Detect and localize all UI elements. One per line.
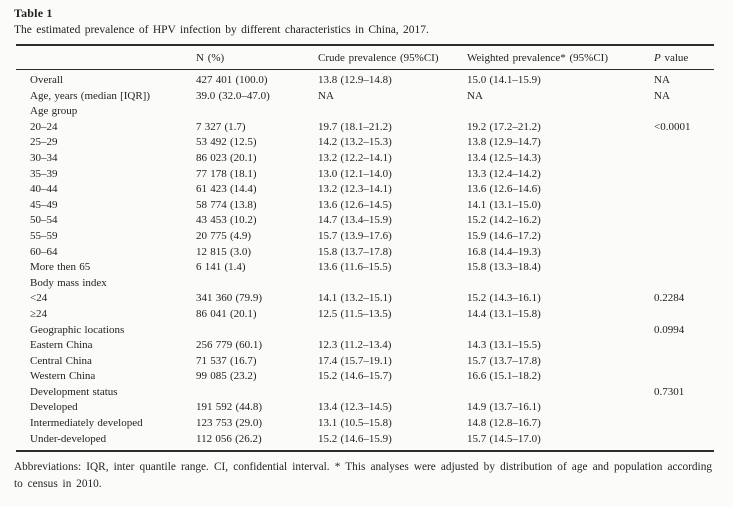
characteristic-cell: Developed bbox=[30, 401, 78, 414]
p-value-cell bbox=[654, 369, 714, 385]
p-value-cell bbox=[654, 354, 714, 370]
table-row bbox=[16, 260, 714, 276]
characteristic-cell: Under-developed bbox=[30, 432, 107, 445]
p-value-cell: 0.0994 bbox=[654, 323, 685, 336]
crude-prevalence-cell: 14.1 (13.2–15.1) bbox=[318, 292, 392, 305]
p-value-cell: 0.2284 bbox=[654, 292, 685, 305]
characteristic-cell: Body mass index bbox=[30, 276, 107, 289]
table-row bbox=[16, 167, 714, 183]
n-percent-cell: 256 779 (60.1) bbox=[196, 339, 263, 352]
table-row bbox=[16, 385, 714, 401]
p-value-cell: NA bbox=[654, 89, 670, 102]
weighted-prevalence-cell: 16.8 (14.4–19.3) bbox=[467, 245, 541, 258]
n-percent-cell: 99 085 (23.2) bbox=[196, 370, 257, 383]
p-value-cell bbox=[654, 307, 714, 323]
weighted-prevalence-cell: 14.9 (13.7–16.1) bbox=[467, 401, 541, 414]
characteristic-cell: 25–29 bbox=[30, 136, 58, 149]
crude-prevalence-cell: 13.2 (12.2–14.1) bbox=[318, 151, 392, 164]
p-value-cell bbox=[654, 245, 714, 261]
p-value-cell bbox=[654, 400, 714, 416]
n-percent-cell: 6 141 (1.4) bbox=[196, 261, 246, 274]
table-footnote: Abbreviations: IQR, inter quantile range. CI, confidential interval. * This analyses were adjusted by distribution of age and population according to census in 2010. bbox=[14, 461, 712, 490]
p-value-cell: NA bbox=[654, 74, 670, 86]
table-row bbox=[16, 432, 714, 452]
weighted-prevalence-cell: 13.3 (12.4–14.2) bbox=[467, 167, 541, 180]
p-value-cell bbox=[654, 182, 714, 198]
table-row bbox=[16, 291, 714, 307]
p-value-cell: <0.0001 bbox=[654, 120, 691, 133]
n-percent-cell bbox=[196, 276, 318, 292]
table-row bbox=[16, 135, 714, 151]
table-row bbox=[16, 89, 714, 105]
p-value-cell: 0.7301 bbox=[654, 385, 685, 398]
crude-prevalence-cell bbox=[318, 276, 467, 292]
characteristic-cell: Age, years (median [IQR]) bbox=[30, 89, 151, 102]
characteristic-cell: Development status bbox=[30, 385, 118, 398]
crude-prevalence-cell: 17.4 (15.7–19.1) bbox=[318, 354, 392, 367]
n-percent-cell: 112 056 (26.2) bbox=[196, 432, 262, 445]
weighted-prevalence-cell: 15.7 (13.7–17.8) bbox=[467, 354, 541, 367]
characteristic-cell: 30–34 bbox=[30, 151, 58, 164]
p-value-cell bbox=[654, 135, 714, 151]
table-row bbox=[16, 151, 714, 167]
n-percent-cell bbox=[196, 385, 318, 401]
crude-prevalence-cell bbox=[318, 104, 467, 120]
table-row bbox=[16, 120, 714, 136]
characteristic-cell: Geographic locations bbox=[30, 323, 125, 336]
p-value-cell bbox=[654, 338, 714, 354]
col-header-crude-prevalence: Crude prevalence (95%CI) bbox=[318, 45, 467, 70]
crude-prevalence-cell bbox=[318, 323, 467, 339]
table-row bbox=[16, 229, 714, 245]
col-header-p-value: P value bbox=[654, 45, 714, 70]
n-percent-cell: 123 753 (29.0) bbox=[196, 417, 263, 430]
crude-prevalence-cell: 15.7 (13.9–17.6) bbox=[318, 229, 392, 242]
n-percent-cell: 58 774 (13.8) bbox=[196, 198, 257, 211]
characteristic-cell: Intermediately developed bbox=[30, 417, 143, 430]
crude-prevalence-cell: 19.7 (18.1–21.2) bbox=[318, 120, 392, 133]
p-value-cell bbox=[654, 260, 714, 276]
prevalence-table bbox=[16, 44, 714, 452]
characteristic-cell: 60–64 bbox=[30, 245, 58, 258]
weighted-prevalence-cell: 13.6 (12.6–14.6) bbox=[467, 183, 541, 196]
crude-prevalence-cell: 12.5 (11.5–13.5) bbox=[318, 307, 392, 320]
table-body bbox=[16, 70, 714, 452]
weighted-prevalence-cell bbox=[467, 385, 654, 401]
p-value-cell bbox=[654, 229, 714, 245]
n-percent-cell: 77 178 (18.1) bbox=[196, 167, 257, 180]
n-percent-cell: 341 360 (79.9) bbox=[196, 292, 263, 305]
characteristic-cell: 45–49 bbox=[30, 198, 58, 211]
table-row bbox=[16, 198, 714, 214]
col-header-weighted-prevalence: Weighted prevalence* (95%CI) bbox=[467, 45, 654, 70]
characteristic-cell: ≥24 bbox=[30, 307, 48, 320]
weighted-prevalence-cell: 19.2 (17.2–21.2) bbox=[467, 120, 541, 133]
n-percent-cell bbox=[196, 104, 318, 120]
weighted-prevalence-cell: 14.8 (12.8–16.7) bbox=[467, 417, 541, 430]
crude-prevalence-cell: 14.2 (13.2–15.3) bbox=[318, 136, 392, 149]
p-value-cell bbox=[654, 432, 714, 452]
weighted-prevalence-cell: 14.3 (13.1–15.5) bbox=[467, 339, 541, 352]
characteristic-cell: 20–24 bbox=[30, 120, 58, 133]
p-value-cell bbox=[654, 213, 714, 229]
n-percent-cell: 43 453 (10.2) bbox=[196, 214, 257, 227]
crude-prevalence-cell: 12.3 (11.2–13.4) bbox=[318, 339, 392, 352]
n-percent-cell: 86 041 (20.1) bbox=[196, 307, 257, 320]
characteristic-cell: 55–59 bbox=[30, 229, 58, 242]
table-row bbox=[16, 245, 714, 261]
crude-prevalence-cell bbox=[318, 385, 467, 401]
p-value-cell bbox=[654, 276, 714, 292]
n-percent-cell: 86 023 (20.1) bbox=[196, 151, 257, 164]
crude-prevalence-cell: 13.8 (12.9–14.8) bbox=[318, 74, 392, 86]
weighted-prevalence-cell: NA bbox=[467, 89, 483, 102]
crude-prevalence-cell: 13.2 (12.3–14.1) bbox=[318, 183, 392, 196]
n-percent-cell: 61 423 (14.4) bbox=[196, 183, 257, 196]
table-row bbox=[16, 182, 714, 198]
weighted-prevalence-cell bbox=[467, 276, 654, 292]
p-value-cell bbox=[654, 104, 714, 120]
characteristic-cell: <24 bbox=[30, 292, 48, 305]
n-percent-cell: 71 537 (16.7) bbox=[196, 354, 257, 367]
characteristic-cell: 35–39 bbox=[30, 167, 58, 180]
n-percent-cell: 39.0 (32.0–47.0) bbox=[196, 89, 270, 102]
p-value-cell bbox=[654, 416, 714, 432]
table-row bbox=[16, 213, 714, 229]
crude-prevalence-cell: NA bbox=[318, 89, 334, 102]
col-header-characteristic bbox=[16, 45, 196, 70]
weighted-prevalence-cell bbox=[467, 323, 654, 339]
weighted-prevalence-cell: 15.7 (14.5–17.0) bbox=[467, 432, 541, 445]
p-value-cell bbox=[654, 151, 714, 167]
crude-prevalence-cell: 15.2 (14.6–15.9) bbox=[318, 432, 392, 445]
weighted-prevalence-cell: 13.4 (12.5–14.3) bbox=[467, 151, 541, 164]
table-row bbox=[16, 354, 714, 370]
characteristic-cell: Eastern China bbox=[30, 339, 93, 352]
weighted-prevalence-cell: 14.4 (13.1–15.8) bbox=[467, 307, 541, 320]
crude-prevalence-cell: 13.6 (12.6–14.5) bbox=[318, 198, 392, 211]
p-value-cell bbox=[654, 198, 714, 214]
crude-prevalence-cell: 13.4 (12.3–14.5) bbox=[318, 401, 392, 414]
characteristic-cell: 50–54 bbox=[30, 214, 58, 227]
table-row bbox=[16, 400, 714, 416]
characteristic-cell: Overall bbox=[30, 74, 63, 86]
table-caption: The estimated prevalence of HPV infection by different characteristics in China, 2017. bbox=[14, 24, 429, 36]
n-percent-cell: 7 327 (1.7) bbox=[196, 120, 246, 133]
n-percent-cell: 20 775 (4.9) bbox=[196, 229, 252, 242]
weighted-prevalence-cell: 13.8 (12.9–14.7) bbox=[467, 136, 541, 149]
characteristic-cell: Central China bbox=[30, 354, 92, 367]
crude-prevalence-cell: 15.8 (13.7–17.8) bbox=[318, 245, 392, 258]
crude-prevalence-cell: 13.0 (12.1–14.0) bbox=[318, 167, 392, 180]
n-percent-cell: 53 492 (12.5) bbox=[196, 136, 257, 149]
table-row bbox=[16, 369, 714, 385]
table-row bbox=[16, 70, 714, 89]
weighted-prevalence-cell: 15.2 (14.3–16.1) bbox=[467, 292, 541, 305]
weighted-prevalence-cell: 15.2 (14.2–16.2) bbox=[467, 214, 541, 227]
header-row bbox=[16, 45, 714, 70]
table-row bbox=[16, 338, 714, 354]
n-percent-cell: 427 401 (100.0) bbox=[196, 74, 268, 86]
p-value-cell bbox=[654, 167, 714, 183]
weighted-prevalence-cell: 15.8 (13.3–18.4) bbox=[467, 261, 541, 274]
weighted-prevalence-cell: 15.9 (14.6–17.2) bbox=[467, 229, 541, 242]
weighted-prevalence-cell: 15.0 (14.1–15.9) bbox=[467, 74, 541, 86]
crude-prevalence-cell: 15.2 (14.6–15.7) bbox=[318, 370, 392, 383]
characteristic-cell: More then 65 bbox=[30, 261, 91, 274]
table-row bbox=[16, 104, 714, 120]
weighted-prevalence-cell bbox=[467, 104, 654, 120]
crude-prevalence-cell: 14.7 (13.4–15.9) bbox=[318, 214, 392, 227]
table-row bbox=[16, 416, 714, 432]
table-row bbox=[16, 323, 714, 339]
weighted-prevalence-cell: 14.1 (13.1–15.0) bbox=[467, 198, 541, 211]
table-label: Table 1 bbox=[14, 6, 53, 20]
n-percent-cell: 12 815 (3.0) bbox=[196, 245, 252, 258]
weighted-prevalence-cell: 16.6 (15.1–18.2) bbox=[467, 370, 541, 383]
crude-prevalence-cell: 13.6 (11.6–15.5) bbox=[318, 261, 392, 274]
characteristic-cell: Western China bbox=[30, 370, 96, 383]
characteristic-cell: Age group bbox=[30, 105, 78, 118]
crude-prevalence-cell: 13.1 (10.5–15.8) bbox=[318, 417, 392, 430]
characteristic-cell: 40–44 bbox=[30, 183, 58, 196]
table-row bbox=[16, 276, 714, 292]
n-percent-cell bbox=[196, 323, 318, 339]
table-row bbox=[16, 307, 714, 323]
col-header-n: N (%) bbox=[196, 45, 318, 70]
n-percent-cell: 191 592 (44.8) bbox=[196, 401, 263, 414]
